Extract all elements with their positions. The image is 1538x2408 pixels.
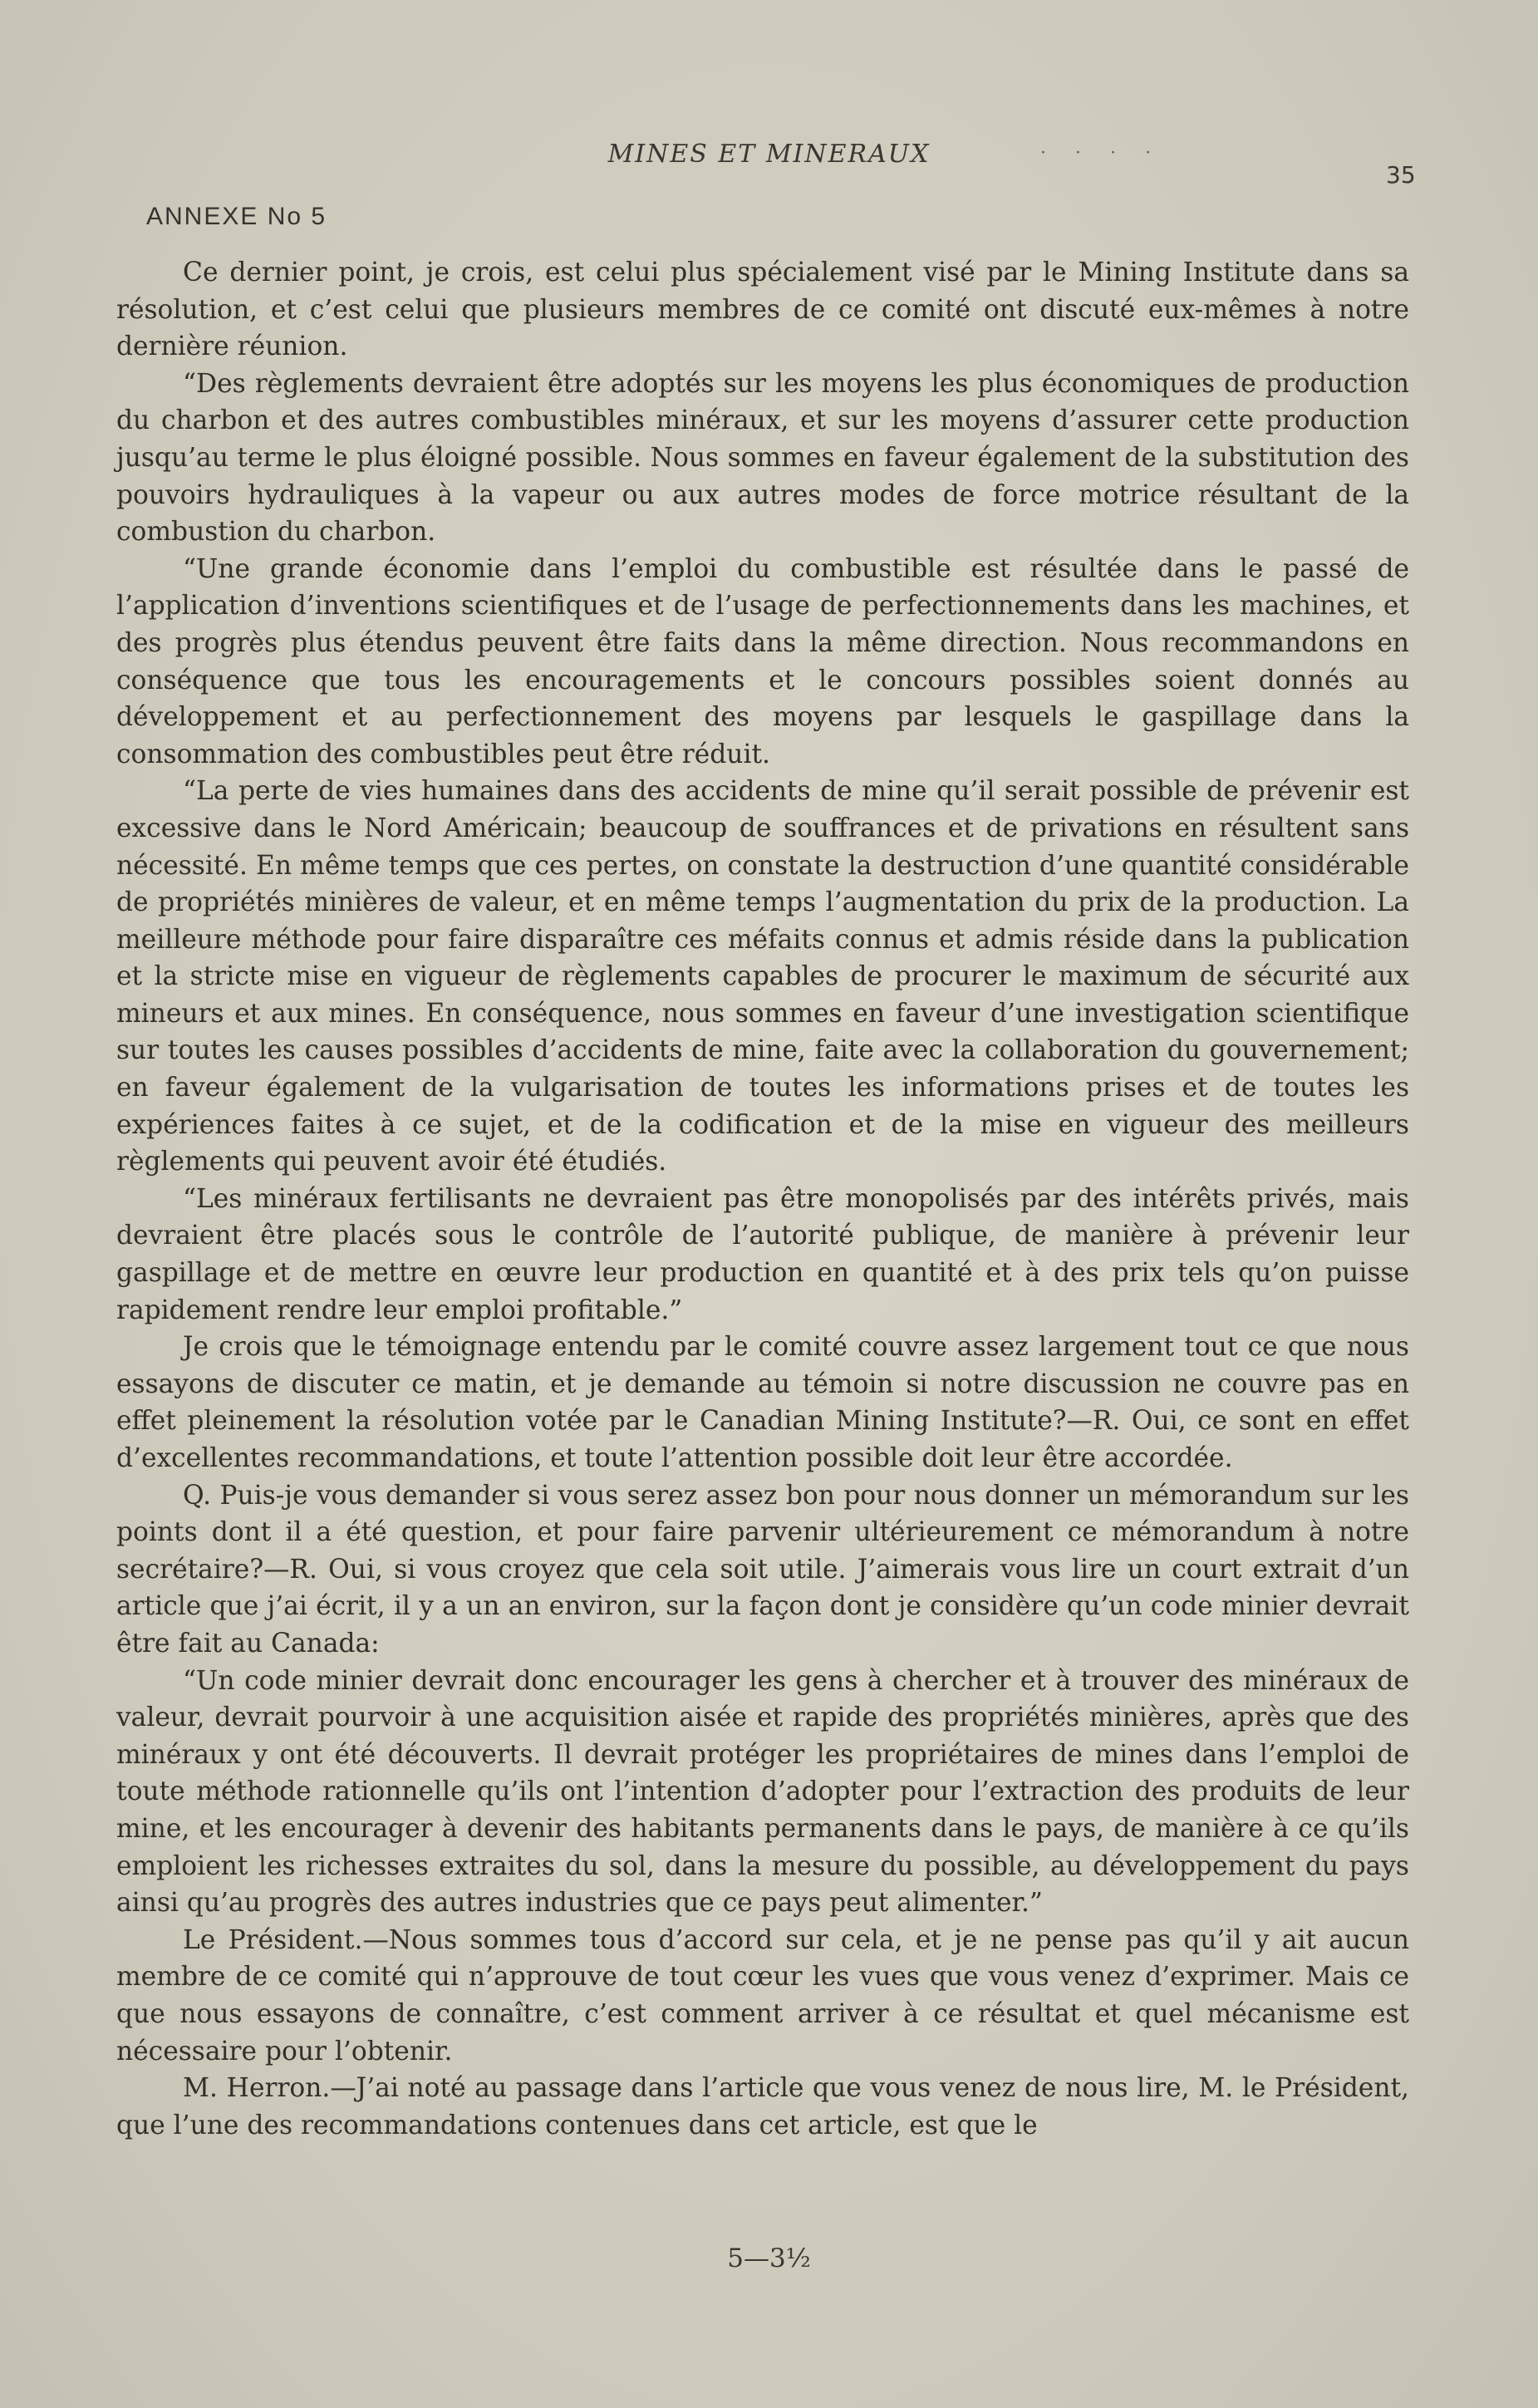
body-text: [116, 254, 1409, 2144]
paragraph: Le Président.—Nous sommes tous d’accord sur cela, et je ne pense pas qu’il y ait aucun membre de ce comité qui n’approuve de tout cœur les vues que vous venez d’exprimer. Mais ce que nous essayons de connaître, c’est comment arriver à ce résultat et quel mécanisme est nécessaire pour l’obtenir.: [116, 1924, 1409, 2066]
paragraph: “Une grande économie dans l’emploi du combustible est résultée dans le passé de l’application d’inventions scientifiques et de l’usage de perfectionnements dans les machines, et des progrès plus étendus peuvent être faits dans la même direction. Nous recommandons en conséquence que tous les encouragements et le concours possibles soient donnés au développement et au perfectionnement des moyens par lesquels le gaspillage dans la consommation des combustibles peut être réduit.: [116, 553, 1409, 769]
paragraph: Q. Puis-je vous demander si vous serez assez bon pour nous donner un mémorandum sur les points dont il a été question, et pour faire parvenir ultérieurement ce mémorandum à notre secrétaire?—R. Oui, si vous croyez que cela soit utile. J’aimerais vous lire un court extrait d’un article que j’ai écrit, il y a un an environ, sur la façon dont je considère qu’un code minier devrait être fait au Canada:: [116, 1480, 1409, 1659]
paragraph: Ce dernier point, je crois, est celui plus spécialement visé par le Mining Institute dans sa résolution, et c’est celui que plusieurs membres de ce comité ont discuté eux-mêmes à notre dernière réunion.: [116, 258, 1409, 362]
paragraph: Je crois que le témoignage entendu par le comité couvre assez largement tout ce que nous essayons de discuter ce matin, et je demande au témoin si notre discussion ne couvre pas en effet pleinement la résolution votée par le Canadian Mining Institute?—R. Oui, ce sont en effet d’excellentes recommandations, et toute l’attention possible doit leur être accordée.: [116, 1332, 1409, 1473]
paragraph: M. Herron.—J’ai noté au passage dans l’article que vous venez de nous lire, M. le Président, que l’une des recommandations contenues dans cet article, est que le: [116, 2073, 1409, 2140]
folio: 5—3½: [727, 2243, 811, 2273]
running-title: MINES ET MINERAUX: [607, 140, 931, 169]
paragraph: “Les minéraux fertilisants ne devraient pas être monopolisés par des intérêts privés, mais devraient être placés sous le contrôle de l’autorité publique, de manière à prévenir leur gaspillage et de mettre en œuvre leur production en quantité et à des prix tels qu’on puisse rapidement rendre leur emploi profitable.”: [116, 1183, 1409, 1325]
annex-label: ANNEXE No 5: [146, 203, 327, 230]
paragraph: “Des règlements devraient être adoptés sur les moyens les plus économiques de production du charbon et des autres combustibles minéraux, et sur les moyens d’assurer cette production jusqu’au terme le plus éloigné possible. Nous sommes en faveur également de la substitution des pouvoirs hydrauliques à la vapeur ou aux autres modes de force motrice résultant de la combustion du charbon.: [116, 368, 1409, 548]
paragraph: “La perte de vies humaines dans des accidents de mine qu’il serait possible de prévenir est excessive dans le Nord Américain; beaucoup de souffrances et de privations en résultent sans nécessité. En même temps que ces pertes, on constate la destruction d’une quantité considérable de propriétés minières de valeur, et en même temps l’augmentation du prix de la production. La meilleure méthode pour faire disparaître ces méfaits connus et admis réside dans la publication et la stricte mise en vigueur de règlements capables de procurer le maximum de sécurité aux mineurs et aux mines. En conséquence, nous sommes en faveur d’une investigation scientifique sur toutes les causes possibles d’accidents de mine, faite avec la collaboration du gouvernement; en faveur également de la vulgarisation de toutes les informations prises et de toutes les expériences faites à ce sujet, et de la codification et de la mise en vigueur des meilleurs règlements qui peuvent avoir été étudiés.: [116, 776, 1409, 1177]
print-specks: · · · ·: [1040, 143, 1162, 164]
paragraph: “Un code minier devrait donc encourager les gens à chercher et à trouver des minéraux de valeur, devrait pourvoir à une acquisition aisée et rapide des propriétés minières, après que des minéraux y ont été découverts. Il devrait protéger les propriétaires de mines dans l’emploi de toute méthode rationnelle qu’ils ont l’intention d’adopter pour l’extraction des produits de leur mine, et les encourager à devenir des habitants permanents dans le pays, de manière à ce qu’ils emploient les richesses extraites du sol, dans la mesure du possible, au développement du pays ainsi qu’au progrès des autres industries que ce pays peut alimenter.”: [116, 1665, 1409, 1919]
page-number: 35: [1386, 161, 1416, 189]
